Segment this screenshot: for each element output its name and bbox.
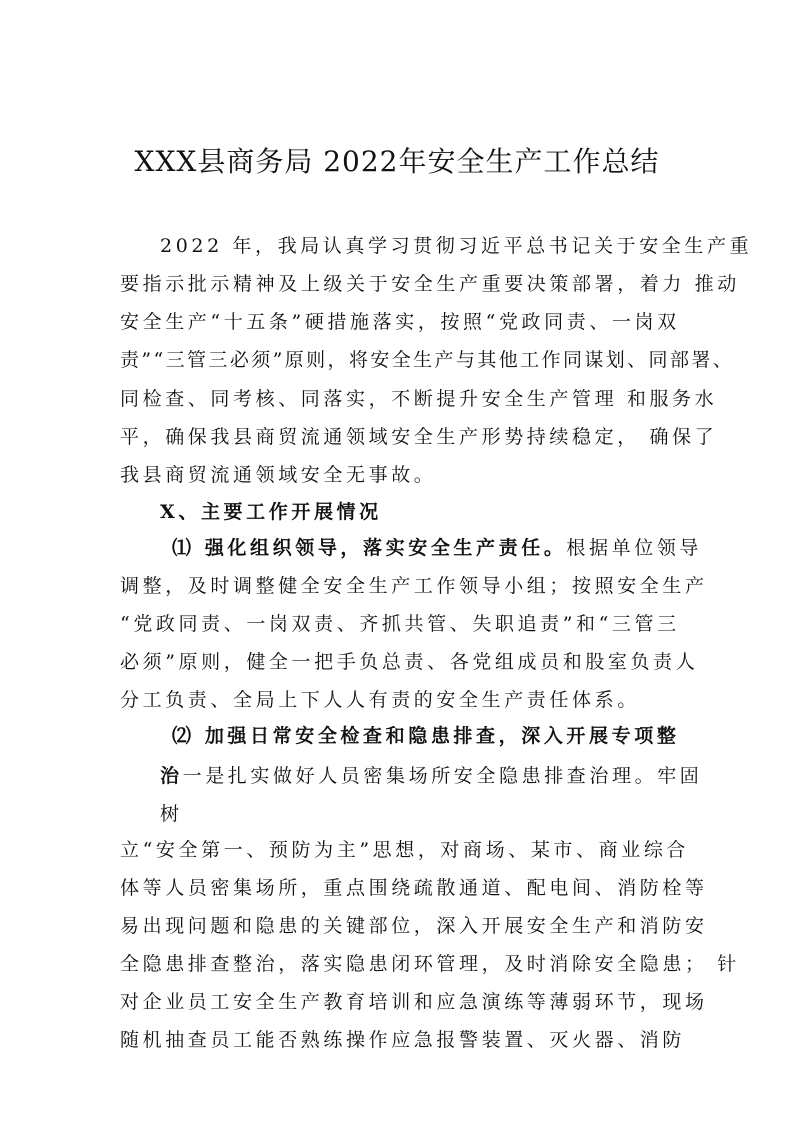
plain-text: 立“安全第一、预防为主”思想，对商场、某市、商业综合 [120, 839, 690, 861]
plain-text: 对企业员工安全生产教育培训和应急演练等薄弱环节，现场 [120, 991, 708, 1013]
text-line [120, 387, 717, 411]
plain-text: 平，确保我县商贸流通领域安全生产形势持续稳定， 确保了 [120, 426, 718, 448]
plain-text: 我县商贸流通领域安全无事故。 [120, 464, 437, 486]
text-line [120, 914, 708, 938]
text-line [120, 310, 680, 334]
plain-text: 分工负责、全局上下人人有责的安全生产责任体系。 [120, 689, 640, 711]
plain-text: 要指示批示精神及上级关于安全生产重要决策部署，着力 推动 [120, 273, 740, 295]
plain-text: 根据单位领导 [566, 537, 703, 559]
text-line [160, 802, 183, 826]
bold-text: ⑴ 强化组织领导，落实安全生产责任。 [172, 537, 567, 559]
text-line [120, 952, 740, 976]
text-line [160, 234, 752, 258]
text-line [120, 688, 640, 712]
bold-text: X、主要工作开展情况 [160, 501, 382, 523]
plain-text: 体等人员密集场所，重点围绕疏散通道、配电间、消防栓等 [120, 877, 708, 899]
plain-text: 易出现问题和隐患的关键部位，深入开展安全生产和消防安 [120, 915, 708, 937]
plain-text: 2022 年，我局认真学习贯彻习近平总书记关于安全生产重 [160, 235, 753, 257]
document-title: XXX县商务局 2022年安全生产工作总结 [134, 145, 660, 178]
text-line [120, 425, 717, 449]
text-line [120, 612, 680, 636]
plain-text: 必须”原则，健全一把手负总责、各党组成员和股室负责人 [120, 651, 699, 673]
text-line [120, 876, 708, 900]
plain-text: 责”“三管三必须”原则，将安全生产与其他工作同谋划、同部署、 [120, 349, 735, 371]
plain-text: 树 [160, 803, 183, 825]
text-line [120, 990, 708, 1014]
text-line [120, 650, 698, 674]
plain-text: 随机抽查员工能否熟练操作应急报警装置、灭火器、消防 [120, 1029, 686, 1051]
text-line [160, 500, 382, 524]
text-line [172, 724, 679, 748]
plain-text: 全隐患排查整治，落实隐患闭环管理，及时消除安全隐患； 针 [120, 953, 740, 975]
text-line [160, 764, 702, 788]
text-line [120, 838, 689, 862]
plain-text: 调整，及时调整健全安全生产工作领导小组；按照安全生产 [120, 575, 708, 597]
bold-text: ⑵ 加强日常安全检查和隐患排查，深入开展专项整 [172, 725, 680, 747]
text-line [172, 536, 702, 560]
text-line [120, 272, 740, 296]
text-line [120, 463, 436, 487]
plain-text: 安全生产“十五条”硬措施落实，按照“党政同责、一岗双 [120, 311, 680, 333]
text-line [120, 574, 708, 598]
plain-text: “党政同责、一岗双责、齐抓共管、失职追责”和“三管三 [120, 613, 680, 635]
bold-text: 治 [160, 765, 183, 787]
plain-text: 一是扎实做好人员密集场所安全隐患排查治理。牢固 [182, 765, 703, 787]
text-line [120, 1028, 685, 1052]
text-line [120, 348, 734, 372]
plain-text: 同检查、同考核、同落实，不断提升安全生产管理 和服务水 [120, 388, 718, 410]
